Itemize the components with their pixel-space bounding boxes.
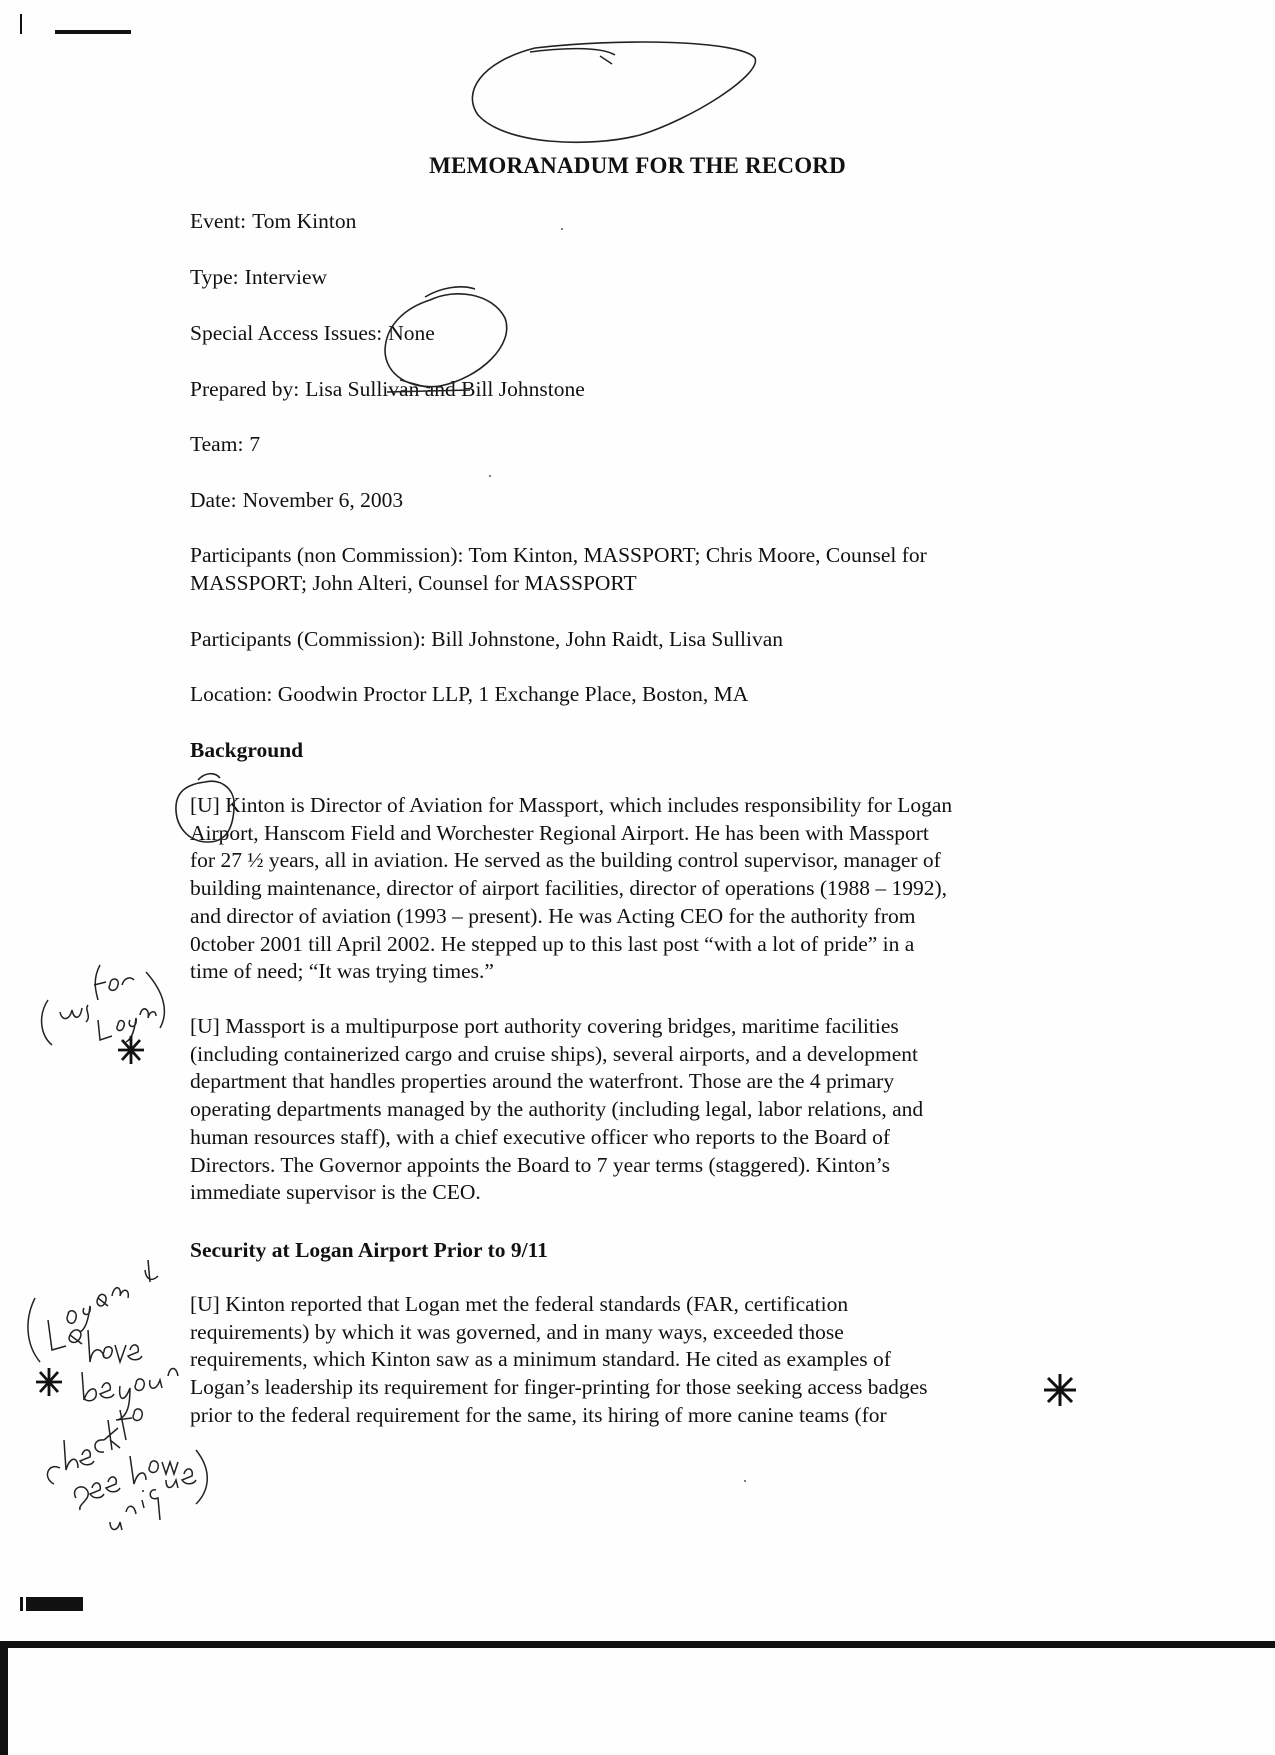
- background-paragraph-2: [190, 1013, 1070, 1207]
- participants-commission: Participants (Commission): Bill Johnstone, John Raidt, Lisa Sullivan: [190, 627, 784, 651]
- event-field: [190, 207, 356, 235]
- paragraph-line: operating departments managed by the authority (including legal, labor relations, and: [190, 1097, 924, 1122]
- date-field: [190, 486, 403, 514]
- scan-border-bottom: [0, 1641, 1275, 1648]
- date-value: November 6, 2003: [242, 488, 404, 512]
- paragraph-line: Airport, Hanscom Field and Worchester Regional Airport. He has been with Massport: [190, 820, 929, 845]
- paragraph-line: time of need; “It was trying times.”: [190, 959, 494, 984]
- scan-mark: [55, 30, 131, 34]
- redaction-oval-mark: [472, 42, 755, 142]
- type-value: Interview: [244, 265, 328, 289]
- special-access-field: [190, 319, 435, 347]
- type-field: [190, 263, 327, 291]
- paragraph-line: [U] Massport is a multipurpose port authority covering bridges, maritime facilities: [190, 1014, 899, 1038]
- handwritten-note-check-unique: [47, 1409, 207, 1530]
- paragraph-line: for 27 ½ years, all in aviation. He served as the building control supervisor, manager of: [190, 848, 941, 873]
- location-field: Location: Goodwin Proctor LLP, 1 Exchange Place, Boston, MA: [190, 682, 749, 706]
- paragraph-line: Logan’s leadership its requirement for finger-printing for those seeking access badges: [190, 1375, 928, 1400]
- paragraph-line: [U] Kinton reported that Logan met the federal standards (FAR, certification: [190, 1292, 849, 1316]
- security-heading: Security at Logan Airport Prior to 9/11: [190, 1238, 548, 1262]
- scan-mark: [23, 1597, 26, 1611]
- paragraph-line: (including containerized cargo and cruise ships), several airports, and a development: [190, 1041, 918, 1066]
- scan-border-left: [0, 1641, 8, 1755]
- participants-non-commission: [190, 542, 1070, 597]
- paragraph-line: immediate supervisor is the CEO.: [190, 1180, 481, 1205]
- paragraph-line: [U] Kinton is Director of Aviation for Massport, which includes responsibility for Logan: [190, 793, 953, 817]
- paragraph-line: requirements, which Kinton saw as a minimum standard. He cited as examples of: [190, 1347, 891, 1372]
- event-label: Event:: [190, 209, 247, 233]
- handwritten-note-use-for-logan: [42, 965, 165, 1064]
- paragraph-line: prior to the federal requirement for the same, its hiring of more canine teams (for: [190, 1402, 887, 1427]
- scan-mark: [20, 1597, 83, 1611]
- participants-non-line: Participants (non Commission): Tom Kinton, MASSPORT; Chris Moore, Counsel for: [190, 543, 927, 567]
- type-label: Type:: [190, 265, 239, 289]
- paragraph-line: building maintenance, director of airport facilities, director of operations (1988 – 1992),: [190, 876, 948, 901]
- paragraph-line: human resources staff), with a chief executive officer who reports to the Board of: [190, 1124, 891, 1149]
- prepared-by-label: Prepared by:: [190, 377, 300, 401]
- special-access-value: None: [388, 321, 435, 345]
- background-heading: Background: [190, 738, 304, 762]
- security-paragraph-1: [190, 1291, 1070, 1430]
- prepared-by-field: [190, 375, 585, 403]
- scan-mark: [20, 14, 22, 34]
- prepared-by-value: Lisa Sullivan and Bill Johnstone: [305, 377, 585, 401]
- date-label: Date:: [190, 488, 237, 512]
- team-label: Team:: [190, 432, 244, 456]
- participants-non-line: MASSPORT; John Alteri, Counsel for MASSPORT: [190, 570, 637, 595]
- paragraph-line: and director of aviation (1993 – present). He was Acting CEO for the authority from: [190, 903, 916, 928]
- team-value: 7: [249, 432, 261, 456]
- paragraph-line: 0ctober 2001 till April 2002. He stepped up to this last post “with a lot of pride” in a: [190, 931, 915, 956]
- memo-title: MEMORANADUM FOR THE RECORD: [429, 153, 846, 178]
- paragraph-line: requirements) by which it was governed, and in many ways, exceeded those: [190, 1319, 844, 1344]
- handwritten-note-above-and-beyond: [28, 1260, 178, 1420]
- team-field: [190, 430, 260, 458]
- special-access-label: Special Access Issues:: [190, 321, 383, 345]
- paragraph-line: department that handles properties around the waterfront. Those are the 4 primary: [190, 1069, 895, 1094]
- background-paragraph-1: [190, 792, 1070, 986]
- paragraph-line: Directors. The Governor appoints the Board to 7 year terms (staggered). Kinton’s: [190, 1152, 890, 1177]
- event-value: Tom Kinton: [252, 209, 357, 233]
